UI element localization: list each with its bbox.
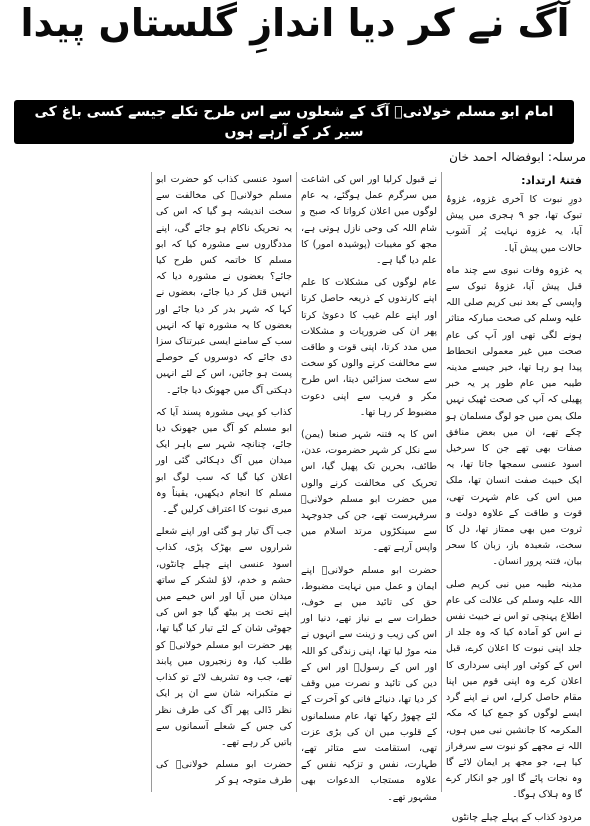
column-4 (6, 172, 151, 792)
section-subhead: فتنۂ ارتداد: (521, 174, 582, 187)
article-columns (6, 172, 586, 823)
paragraph: اس کا یہ فتنہ شہر صنعا (یمن) سے نکل کر شہر حضرموت، عدن، طائف، بحرین تک پھیل گیا، اس تحریک کی مخالفت کرنے والوں میں حضرت ابو مسلم خولانیؒ سرفہرست تھے، جن کی جدوجہد سے سینکڑوں مرتد اسلام میں واپس آرہے تھے۔ (301, 429, 437, 554)
headline-line-1: آگ نے کر دیا اندازِ گلستاں پیدا (20, 1, 570, 45)
paragraph: مدینہ طیبہ میں نبی کریم صلی اللہ علیہ وسلم کی علالت کی عام اطلاع پہنچی تو اس نے خبیث نفس نے اس کو آمادہ کیا کہ وہ جلد از جلد اپنی نبوت کا اعلان کرے، قبل اس کے کوئی اور اپنی سرداری کا اعلان کرے وہ اپنی قوم میں اپنا مقام حاصل کرلے، اس نے اپنے گرد ایسے لوگوں کو جمع کیا کہ مکہ المکرمہ کا جانشین نبی میں ہوں، اللہ نے مجھے کو نبوت سے سرفراز کیا ہے، جو مجھ پر ایمان لائے گا وہ نجات پائے گا اور جو انکار کرے گا وہ ہلاک ہوگا۔ (446, 578, 582, 801)
paragraph: کذاب کو یہی مشورہ پسند آیا کہ ابو مسلم کو آگ میں جھونک دیا جائے، چنانچہ شہر سے باہر ایک میدان میں آگ دہکائی گئی اور اعلان کیا گیا کہ سب لوگ ابو مسلم کا انجام دیکھیں، یقیناً وہ میری نبوت کا اعتراف کرلیں گے۔ (156, 406, 292, 516)
byline: مرسلہ: ابوفضالہ احمد خان (449, 150, 586, 164)
paragraph: حضرت ابو مسلم خولانیؒ کی طرف متوجہ ہو کر (156, 759, 292, 787)
paragraph: جب آگ تیار ہو گئی اور اپنے شعلے شراروں سے بھڑک پڑی، کذاب اسود عنسی اپنے چیلے چانٹوں، حشم و خدم، لاؤ لشکر کے ساتھ میدان میں آیا اور اس خیمے میں اپنے تخت پر بیٹھ گیا جو اس کی جھوٹی شان کے لئے تیار کیا گیا تھا، پھر حضرت ابو مسلم خولانیؒ کو طلب کیا، وہ زنجیروں میں پابند تھے، جب وہ تشریف لائے تو کذاب نے متکبرانہ شان سے ان پر ایک نظر ڈالی پھر آگ کی طرف نظر کی جس کے شعلے آسمانوں سے باتیں کر رہے تھے۔ (156, 526, 292, 748)
paragraph: دورِ نبوت کا آخری غزوہ، غزوۂ تبوک تھا، جو ۹ ہجری میں پیش آیا، یہ غزوہ نہایت پُر آشوب حالات میں پیش آیا۔ (446, 194, 583, 254)
column-2 (296, 172, 441, 803)
strapline: امام ابو مسلم خولانیؒ آگ کے شعلوں سے اس طرح نکلے جیسے کسی باغ کی سیر کر کے آرہے ہوں (14, 100, 574, 144)
paragraph: نے قبول کرلیا اور اس کی اشاعت میں سرگرم عمل ہوگئے، یہ عام لوگوں میں اعلان کرواتا کہ صبح و شام اللہ کی وحی نازل ہوتی ہے، مجھ کو مغیبات (پوشیدہ امور) کا علم دیا گیا ہے۔ (301, 174, 437, 267)
paragraph: یہ غزوہ وفات نبوی سے چند ماہ قبل پیش آیا، غزوۂ تبوک سے واپسی کے بعد نبی کریم صلی اللہ علیہ وسلم کی صحت مبارکہ متاثر ہونے لگی تھی اور آپ کی عام صحت میں غیر معمولی انحطاط پیدا ہو رہا تھا، خیر جیسے مدینہ طیبہ میں عام طور پر یہ خبر پھیلی کہ آپ کی صحت ٹھیک نہیں ملک یمن میں جو لوگ مسلمان ہو چکے تھے، ان میں بعض منافق صفات بھی تھے جن کا سرخیل اسود عنسی سمجھا جاتا تھا، یہ ایک خبیث صفت انسان تھا، ملک میں اس کی عام شہرت تھی، قوت و طاقت کے علاوہ دولت و ثروت میں بھی ممتاز تھا، دل کا سخت، شعبدہ باز، زبان کا سحر بیان، فتنہ پرور انسان۔ (446, 264, 582, 568)
headline (0, 2, 590, 90)
paragraph: عام لوگوں کی مشکلات کا علم اپنے کارندوں کے ذریعہ حاصل کرتا اور اپنے علم غیب کا دعویٰ کرتا پھر ان کی ضروریات و مشکلات میں مدد کرتا، اپنی قوت و طاقت سے مخالفت کرنے والوں کو سخت سے سخت سزائیں دیتا، اس طرح مکر و فریب سے اپنی دعوت مضبوط کر رہا تھا۔ (301, 277, 437, 418)
column-3 (151, 172, 296, 792)
paragraph: مردود کذاب کے پہلے چیلے چانٹوں (451, 811, 582, 823)
paragraph: حضرت ابو مسلم خولانیؒ اپنے ایمان و عمل میں نہایت مضبوط، حق کی تائید میں بے خوف، خطرات سے بے نیاز تھے، دنیا اور اس کی زیب و زینت سے انہوں نے منہ موڑ لیا تھا، اپنی زندگی کو اللہ اور اس کے رسولؐ اور اس کے دین کی تائید و نصرت میں وقف کر دیا تھا، دنیائے فانی کو آخرت کے لئے چھوڑ رکھا تھا، عام مسلمانوں کے قلوب میں ان کی بڑی عزت تھی، استقامت سے متاثر تھے، طہارت، نفس و تزکیہ نفس کے علاوہ مستجاب الدعوات بھی مشہور تھے۔ (301, 564, 437, 803)
column-1 (441, 172, 586, 823)
paragraph: اسود عنسی کذاب کو حضرت ابو مسلم خولانیؒ کی مخالفت سے سخت اندیشہ ہو گیا کہ اس کی یہ تحریک ناکام ہو جائے گی، اپنے مددگاروں سے مشورہ کیا کہ ابو مسلم کا خاتمہ کس طرح کیا جائے؟ بعضوں نے مشورہ دیا کہ انہیں قتل کر دیا جائے، بعضوں نے کہا کہ شہر بدر کر دیا جائے اور بعضوں کا یہ مشورہ تھا کہ انہیں سب کے سامنے ایسی عبرتناک سزا دی جائے کہ دوسروں کے حوصلے پست ہو جائیں، اس کے لئے انہیں دہکتی آگ میں جھونک دیا جائے۔ (156, 174, 292, 396)
